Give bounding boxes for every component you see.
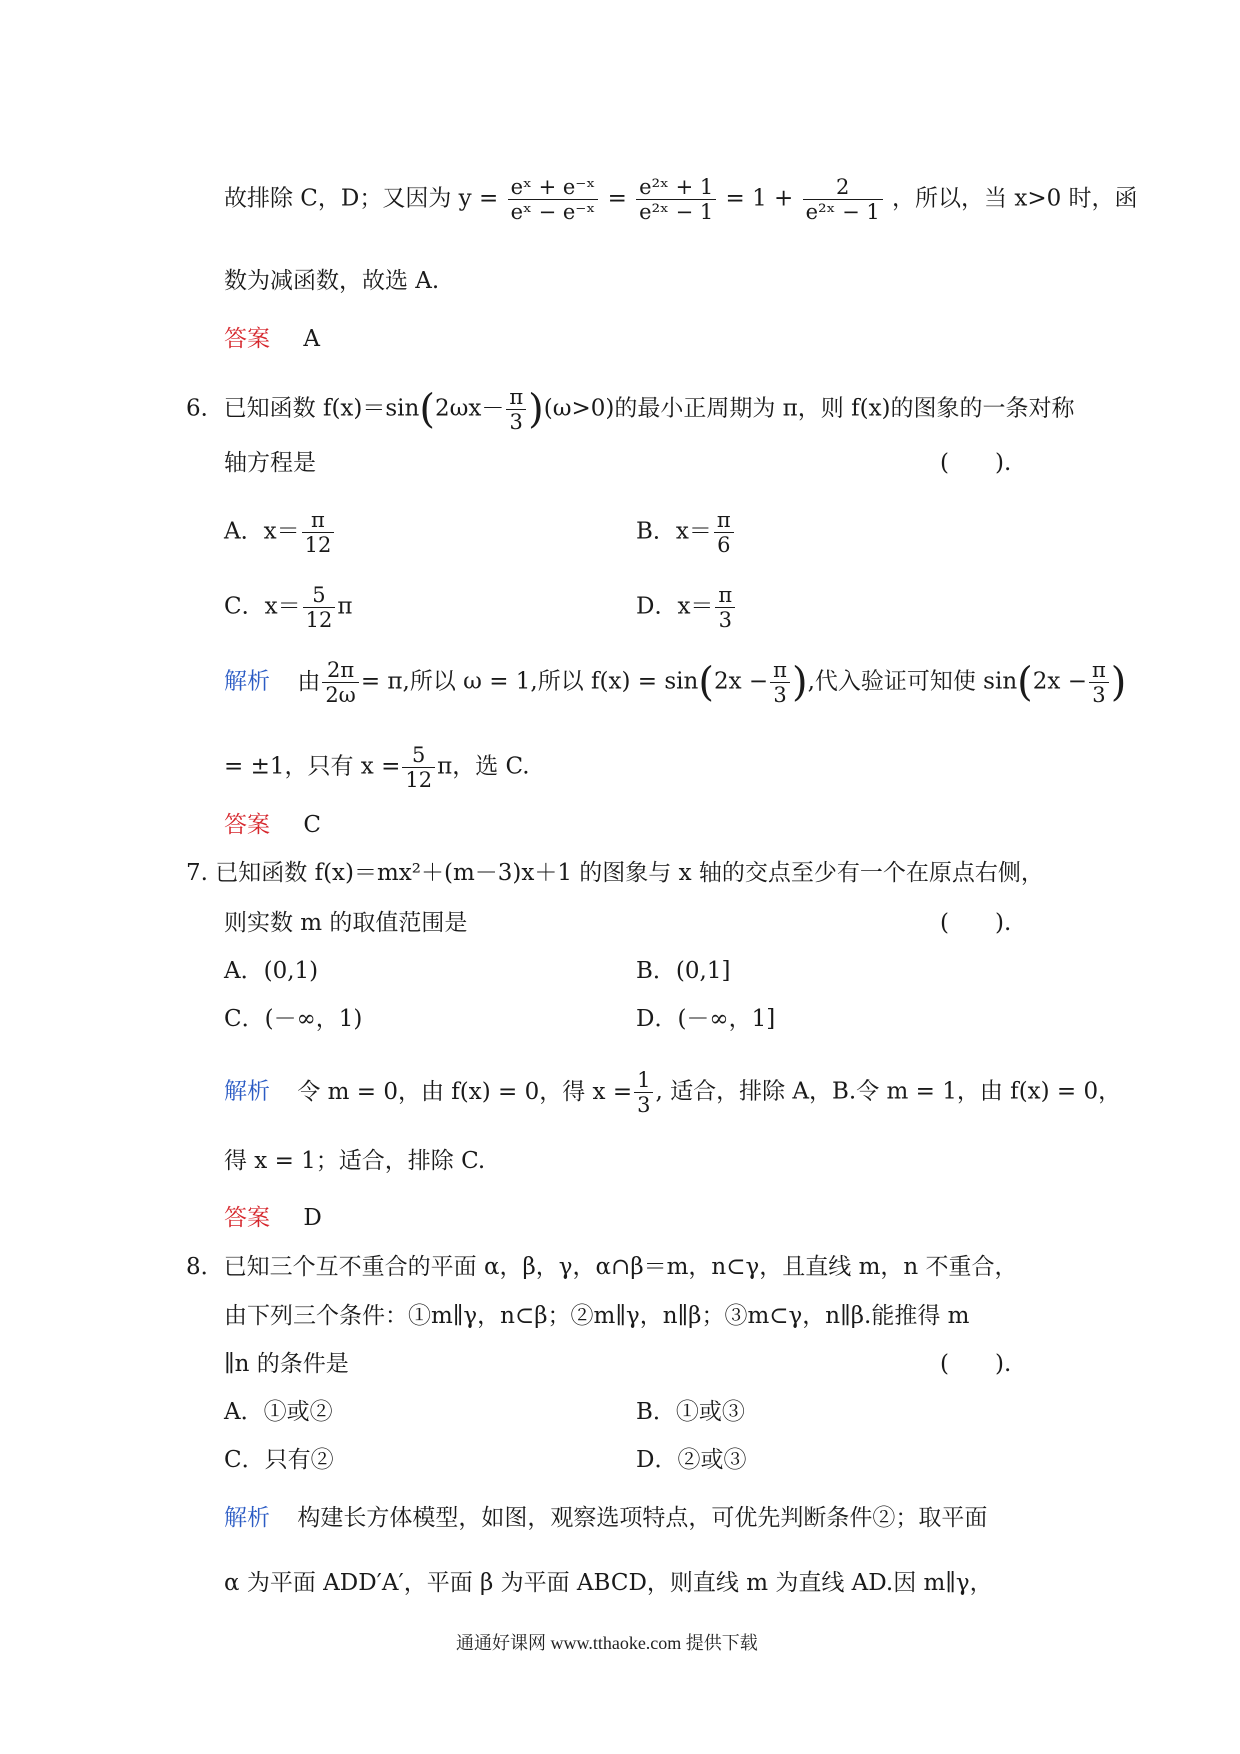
q6-a-inner-2: 2x − — [1032, 668, 1087, 695]
q7-blank: ( ). — [940, 910, 1012, 936]
q6-option-d-frac — [715, 583, 735, 632]
q8-option-a: A．①或② — [224, 1399, 333, 1425]
q6-a-pi-b: π — [1089, 658, 1109, 683]
q6-a-line2-post: π，选 C. — [437, 753, 530, 780]
q6-option-b-label: B．x＝ — [636, 518, 712, 545]
q6-option-d — [636, 583, 737, 632]
answer-row-q7 — [224, 1207, 322, 1230]
q6-a-three: 3 — [773, 683, 787, 708]
answer-row-top — [224, 328, 320, 351]
q6-stem — [186, 385, 1075, 434]
q6-a-line2-frac — [402, 743, 435, 792]
q7-option-b: B．(0,1] — [636, 958, 731, 984]
fraction-3 — [803, 175, 883, 224]
q6-analysis — [224, 658, 1126, 707]
q7-stem: 7. 已知函数 f(x)＝mx²＋(m－3)x＋1 的图象与 x 轴的交点至少有一个在原点右侧， — [186, 860, 1044, 886]
q6-option-b — [636, 508, 736, 557]
fraction-2 — [636, 175, 716, 224]
top-line-1 — [224, 175, 1138, 224]
fraction-1-den: eˣ − e⁻ˣ — [510, 200, 596, 225]
fraction-2-num: e²ˣ + 1 — [636, 175, 716, 200]
analysis-label: 解析 — [224, 668, 270, 695]
answer-label: 答案 — [224, 812, 270, 838]
q6-option-a — [224, 508, 336, 557]
q6-option-d-den: 3 — [718, 608, 733, 633]
q7-stem-line2: 则实数 m 的取值范围是 — [224, 910, 468, 936]
q6-a-pi-over-3 — [770, 658, 790, 707]
q8-option-b: B．①或③ — [636, 1399, 745, 1425]
q8-analysis — [224, 1507, 987, 1530]
fraction-1-num: eˣ + e⁻ˣ — [508, 175, 599, 200]
q6-three: 3 — [509, 410, 523, 435]
q6-a-pi: π — [770, 658, 790, 683]
q6-stem-pre: 6．已知函数 f(x)＝sin — [186, 395, 420, 422]
paren-close: ) — [1110, 659, 1127, 706]
fraction-3-den: e²ˣ − 1 — [805, 200, 880, 225]
q6-option-b-num: π — [714, 508, 734, 533]
fraction-2-den: e²ˣ − 1 — [639, 200, 714, 225]
analysis-label: 解析 — [224, 1505, 270, 1531]
q8-option-d: D．②或③ — [636, 1447, 747, 1473]
q6-option-c-frac — [303, 583, 336, 632]
answer-label: 答案 — [224, 326, 270, 352]
q7-a-num: 1 — [634, 1068, 653, 1093]
answer-label: 答案 — [224, 1205, 270, 1231]
fraction-3-num: 2 — [803, 175, 883, 200]
q6-a-line2-num: 5 — [402, 743, 435, 768]
answer-value: D — [303, 1205, 322, 1231]
q8-analysis-line2: α 为平面 ADD′A′，平面 β 为平面 ABCD，则直线 m 为直线 AD.因 m∥γ， — [224, 1570, 993, 1596]
answer-value: C — [303, 812, 321, 838]
q8-a-line1: 构建长方体模型，如图，观察选项特点，可优先判断条件②；取平面 — [297, 1505, 988, 1531]
q6-inner: 2ωx－ — [434, 395, 505, 422]
q6-option-b-den: 6 — [717, 533, 731, 558]
q6-option-c-num: 5 — [303, 583, 336, 608]
paren-open: ( — [419, 386, 435, 433]
top-line1-pre: 故排除 C，D；又因为 y = — [224, 185, 499, 212]
q7-a-frac — [634, 1068, 653, 1117]
q8-stem-line2: 由下列三个条件：①m∥γ，n⊂β；②m∥γ，n∥β；③m⊂γ，n∥β.能推得 m — [224, 1303, 970, 1329]
q6-a-frac-num: 2π — [322, 658, 359, 683]
q6-blank: ( ). — [940, 450, 1012, 476]
q6-a-frac-den: 2ω — [325, 683, 356, 708]
top-line1-post: ，所以，当 x>0 时，函 — [892, 185, 1138, 212]
answer-row-q6 — [224, 814, 321, 837]
q6-option-c-den: 12 — [305, 608, 333, 633]
q6-a-pi-over-3-b — [1089, 658, 1109, 707]
q6-option-a-label: A．x＝ — [224, 518, 300, 545]
q6-option-b-frac — [714, 508, 734, 557]
q6-pi-over-3 — [506, 385, 526, 434]
q7-option-d: D．(－∞，1] — [636, 1006, 776, 1032]
q6-a-three-b: 3 — [1092, 683, 1106, 708]
q7-analysis — [224, 1068, 1121, 1117]
paren-close: ) — [528, 386, 544, 433]
q7-analysis-line2: 得 x = 1；适合，排除 C. — [224, 1148, 486, 1174]
q8-stem-line3: ∥n 的条件是 — [224, 1351, 349, 1377]
top-line-2: 数为减函数，故选 A. — [224, 268, 440, 294]
q6-a-inner: 2x − — [713, 668, 769, 695]
q6-option-a-den: 12 — [304, 533, 332, 558]
analysis-label: 解析 — [224, 1078, 270, 1105]
paren-open: ( — [1017, 659, 1033, 706]
q6-a-pre: 由 — [297, 668, 321, 695]
q7-a-pre: 令 m = 0，由 f(x) = 0，得 x = — [297, 1078, 633, 1105]
q6-a-line2-pre: = ±1，只有 x = — [224, 753, 401, 780]
q6-stem-post: (ω>0)的最小正周期为 π，则 f(x)的图象的一条对称 — [543, 395, 1075, 422]
q8-stem: 8．已知三个互不重合的平面 α，β，γ，α∩β＝m，n⊂γ，且直线 m，n 不重合， — [186, 1254, 1018, 1280]
q6-analysis-line2 — [224, 743, 530, 792]
fraction-1 — [508, 175, 599, 224]
equals-sign: = — [607, 185, 627, 212]
q7-a-den: 3 — [637, 1093, 651, 1118]
q6-option-c — [224, 583, 352, 632]
q6-option-c-suffix: π — [337, 593, 353, 620]
q6-a-line2-den: 12 — [405, 768, 433, 793]
q6-option-d-num: π — [715, 583, 735, 608]
q6-option-d-label: D．x＝ — [636, 593, 714, 620]
q7-option-a: A．(0,1) — [224, 958, 319, 984]
q8-option-c: C．只有② — [224, 1447, 334, 1473]
q6-option-c-label: C．x＝ — [224, 593, 301, 620]
page-footer: 通通好课网 www.tthaoke.com 提供下载 — [456, 1633, 758, 1653]
one-plus: = 1 + — [725, 185, 794, 212]
q6-stem-line2: 轴方程是 — [224, 450, 316, 476]
paren-close: ) — [791, 659, 808, 706]
q8-blank: ( ). — [940, 1351, 1012, 1377]
q6-option-a-num: π — [302, 508, 335, 533]
q6-a-mid: = π,所以 ω = 1,所以 f(x) = sin — [360, 668, 699, 695]
q6-option-a-frac — [302, 508, 335, 557]
paren-open: ( — [698, 659, 714, 706]
q7-option-c: C．(－∞，1) — [224, 1006, 363, 1032]
answer-value: A — [303, 326, 320, 352]
q6-pi: π — [506, 385, 526, 410]
q6-a-frac — [322, 658, 359, 707]
q7-a-post: , 适合，排除 A，B.令 m = 1，由 f(x) = 0， — [655, 1078, 1122, 1105]
q6-a-mid2: ,代入验证可知使 sin — [807, 668, 1018, 695]
